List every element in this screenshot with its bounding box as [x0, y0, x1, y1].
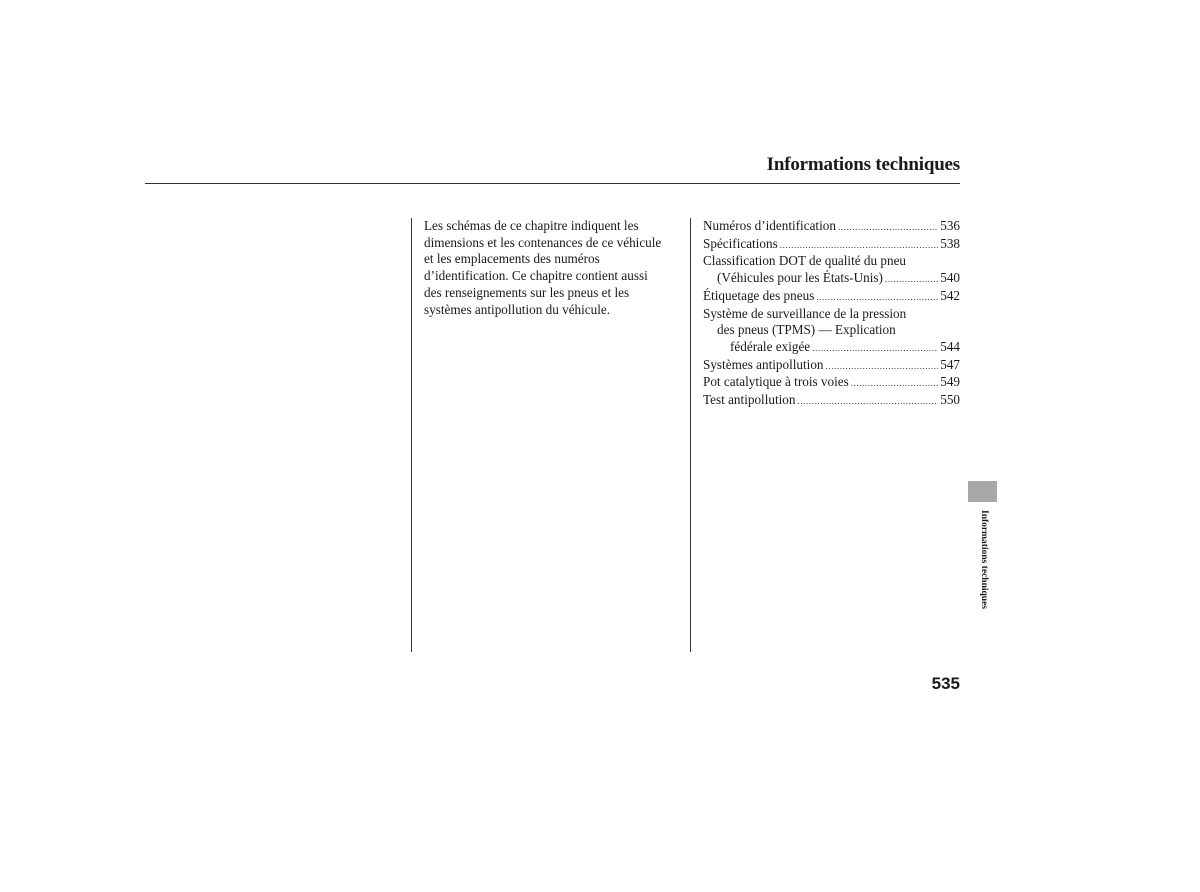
toc-entry-label: Classification DOT de qualité du pneu — [703, 253, 907, 269]
toc-entry-page: 550 — [940, 392, 960, 408]
toc-entry-page: 536 — [940, 218, 960, 233]
toc-leader — [780, 237, 939, 254]
toc-entry-label: Test antipollution — [703, 392, 796, 408]
toc-entry-dot-tire-grading-continued[interactable] — [703, 270, 960, 288]
toc-entry-emission-systems[interactable] — [703, 357, 960, 375]
toc-entry-label: Système de surveillance de la pression — [703, 305, 907, 321]
section-tab-label: Informations techniques — [979, 510, 989, 609]
toc-leader — [885, 271, 938, 288]
toc-entry-dot-tire-grading[interactable] — [703, 253, 960, 270]
toc-leader — [851, 375, 938, 392]
toc-entry-label: Pot catalytique à trois voies — [703, 374, 849, 390]
toc-entry-tpms[interactable] — [703, 306, 960, 323]
toc-entry-tpms-continued[interactable] — [703, 322, 960, 339]
toc-entry-emission-testing[interactable] — [703, 392, 960, 410]
toc-leader — [812, 340, 938, 357]
toc-entry-page: 544 — [940, 338, 960, 354]
title-rule — [145, 183, 960, 184]
toc-entry-label: Spécifications — [703, 235, 778, 251]
intro-line: et les emplacements des numéros — [424, 251, 600, 267]
column-divider-middle — [690, 218, 691, 652]
intro-line: systèmes antipollution du véhicule. — [424, 301, 611, 317]
toc-entry-label: Étiquetage des pneus — [703, 287, 815, 303]
toc-entry-specifications[interactable] — [703, 236, 960, 254]
toc-entry-tire-labeling[interactable] — [703, 288, 960, 306]
section-tab-marker — [968, 481, 997, 502]
toc-entry-label: fédérale exigée — [730, 338, 811, 354]
intro-line: des renseignements sur les pneus et les — [424, 284, 630, 300]
toc-entry-label: (Véhicules pour les États-Unis) — [717, 270, 883, 286]
toc-entry-label: des pneus (TPMS) — Explication — [717, 322, 896, 338]
toc-entry-label: Numéros d’identification — [703, 218, 836, 233]
page-number: 535 — [931, 674, 960, 693]
toc-entry-tpms-continued-2[interactable] — [703, 339, 960, 357]
intro-line: Les schémas de ce chapitre indiquent les — [424, 218, 639, 233]
toc-entry-page: 549 — [940, 374, 960, 390]
toc-entry-page: 542 — [940, 287, 960, 303]
page-title: Informations techniques — [766, 154, 960, 175]
toc-entry-label: Systèmes antipollution — [703, 356, 824, 372]
toc-leader — [797, 393, 938, 410]
intro-line: dimensions et les contenances de ce véhicule — [424, 234, 662, 250]
toc-entry-catalytic-converter[interactable] — [703, 374, 960, 392]
intro-line: d’identification. Ce chapitre contient aussi — [424, 268, 648, 284]
table-of-contents — [703, 218, 960, 410]
intro-paragraph — [424, 218, 686, 318]
toc-entry-identification-numbers[interactable] — [703, 218, 960, 236]
toc-entry-page: 538 — [940, 235, 960, 251]
column-divider-left — [411, 218, 412, 652]
toc-leader — [826, 358, 939, 375]
toc-entry-page: 540 — [940, 270, 960, 286]
toc-leader — [838, 219, 938, 236]
toc-leader — [816, 289, 938, 306]
toc-entry-page: 547 — [940, 356, 960, 372]
